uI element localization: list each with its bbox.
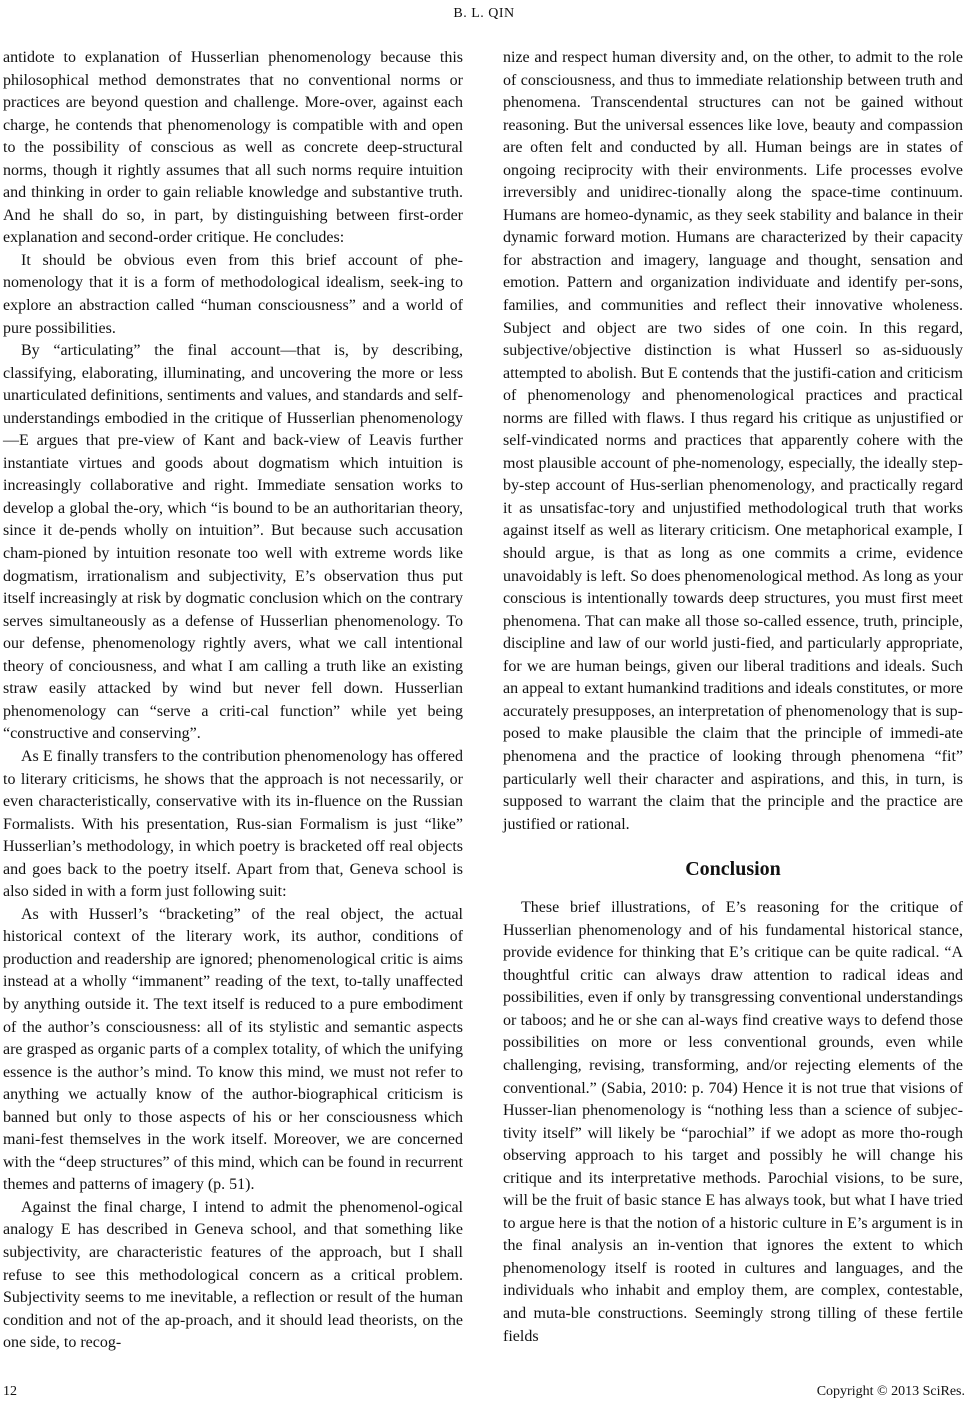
paragraph: nize and respect human diversity and, on the other, to admit to the role of consciousness, and thus to immediate relationship between truth and phenomena. Transcendental structures can not be gained without reasoning. But the universal essences like love, beauty and compassion are often felt and conducted by all. Human beings are in states of ongoing reciprocity with their environments. Life processes evolve irreversibly and unidirec-tionally along the space-time continuum. Humans are homeo-dynamic, as they seek stability and balance in their dynamic forward motion. Humans are characterized by their capacity for abstraction and imagery, language and thought, sensation and emotion. Pattern and organization individuate and identify per-sons, families, and communities and reflect their innovative wholeness. Subject and object are two sides of one coin. In this regard, subjective/objective distinction is what Husserl so as-siduously attempted to abolish. But E contends that the justifi-cation and criticism of phenomenology and phenomenological practices and practical norms are filled with flaws. I thus regard his critique as unjustified or self-vindicated norms and practices that apparently cohere with the most plausible account of phe-nomenology, especially, the ideally step-by-step account of Hus-serlian phenomenology, and practically regard it as unsatisfac-tory and unjustified methodological truth that works against itself as well as literary criticism. One metaphorical example, I should argue, is that as long as one commits a crime, evidence unavoidably is left. So does phenomenological method. As long as your conscious is intentionally towards deep structures, you must first meet phenomena. That can make all those so-called essence, truth, principle, discipline and law of our world justi-fied, and particularly appropriate, for we are human beings, given our liberal traditions and ideals. Such an appeal to extant humankind traditions and ideals constitutes, or more accurately presupposes, an interpretation of phenomenology that is sup-posed to make plausible the claim that the principle of immedi-ate phenomena and the practice of looking through phenomena “fit” particularly well their character and aspirations, and this, in turn, is supposed to warrant the claim that the principle and the practice are justified or rational. [503,49,963,833]
paragraph: Against the final charge, I intend to admit the phenomenol-ogical analogy E has described in Geneva school, and that something like subjectivity, are characteristic features of the approach, but I shall refuse to see this methodological concern as a critical problem. Subjectivity seems to me inevitable, a reflection or result of the human condition and not of the ap-proach, and it should lead theorists, on the one side, to recog- [3,1198,463,1352]
right-column [503,47,963,1348]
running-head: B. L. QIN [453,6,515,21]
left-column [3,47,463,1355]
block-quote: As with Husserl’s “bracketing” of the real object, the actual historical context of the literary work, its author, conditions of production and readership are ignored; phenomenological critic is aims instead at a wholly “immanent” reading of the text, to-tally unaffected by anything outside it. The text itself is reduced to a pure embodiment of the author’s consciousness: all of its stylistic and semantic aspects are grasped as organic parts of a complex totality, of which the unifying essence is the author’s mind. To know this mind, we must not refer to anything we actually know of the author-biographical criticism is banned but only to those aspects of his or her consciousness which mani-fest themselves in the work itself. Moreover, we are concerned with the “deep structures” of this mind, which can be found in recurrent themes and patterns of imagery (p. 51). [3,905,463,1194]
page-number: 12 [3,1384,17,1399]
paragraph: antidote to explanation of Husserlian phenomenology because this philosophical method demonstrates that no conventional norms or practices are beyond question and challenge. More-over, against each charge, he contends that phenomenology is compatible with and open to the possibility of conscious as well as concrete deep-structural norms, though it rightly assumes that all such norms require intuition and thinking in order to gain reliable knowledge and substantive truth. And he shall do so, in part, by distinguishing between first-order explanation and second-order critique. He concludes: [3,49,463,247]
section-heading: Conclusion [685,858,781,881]
paragraph: As E finally transfers to the contribution phenomenology has offered to literary criticisms, he shows that the approach is not necessarily, or even characteristically, conservative with its in-fluence on the Russian Formalists. With his presentation, Rus-sian Formalism is just “like” Husserlian’s methodology, in which poetry is bracketed off real objects and goes back to the poetry itself. Apart from that, Geneva school is also sided in with a form just following suit: [3,747,463,901]
block-quote: It should be obvious even from this brief account of phe-nomenology that it is a form of methodological idealism, seek-ing to explore an abstraction called “human consciousness” and a world of pure possibilities. [3,251,463,337]
paragraph: By “articulating” the final account—that is, by describing, classifying, elaborating, illuminating, and uncovering the more or less unarticulated definitions, sentiments and values, and standards and self-understandings embodied in the critique of Husserlian phenomenology—E argues that pre-view of Kant and back-view of Leavis further instantiate virtues and goods about dogmatism which intuition is increasingly collaborative and right. Immediate sensation works to develop a global the-ory, which “is bound to be an authoritarian theory, since it de-pends wholly on intuition”. But because such accusation cham-pioned by intuition resonate too well with extreme words like dogmatism, irrationalism and subjectivity, E’s observation thus put itself increasingly at risk by dogmatic conclusion which on the contrary serves simultaneously as a defense of Husserlian phenomenology. To our defense, phenomenology rightly avers, what we call intentional theory of conciousness, and what I am calling a truth like an existing straw easily attacked by wind but never fell down. Husserlian phenomenology can “serve a criti-cal function” while yet being “constructive and conserving”. [3,342,463,743]
paragraph: These brief illustrations, of E’s reasoning for the critique of Husserlian phenomenology and of his fundamental historical stance, provide evidence for thinking that E’s critique can be quite radical. “A thoughtful critic can always draw attention to radical ideas and possibilities, even if only by transgressing conventional understandings or taboos; and he or she can al-ways find creative ways to defend those possibilities on more or less conventional grounds, even while challenging, revising, transforming, and/or rejecting elements of the conventional.” (Sabia, 2010: p. 704) Hence it is not true that visions of Husser-lian phenomenology is “nothing less than a science of subjec-tivity itself” will likely be “parochial” if we adopt as more tho-rough observing approach to his target and possibly he will change his critique and its interpretative methods. Parochial visions, to be sure, will be the fruit of basic stance E has always took, but what I have tried to argue here is that the notion of a historic culture in E’s argument is in the final analysis an in-vention that ignores the extent to which phenomenology itself is rooted in cultures and languages, and the individuals who inhabit and employ them, are complex, contestable, and muta-ble constructions. Seemingly strong tilling of these fertile fields [503,899,963,1345]
copyright-notice: Copyright © 2013 SciRes. [816,1384,965,1399]
